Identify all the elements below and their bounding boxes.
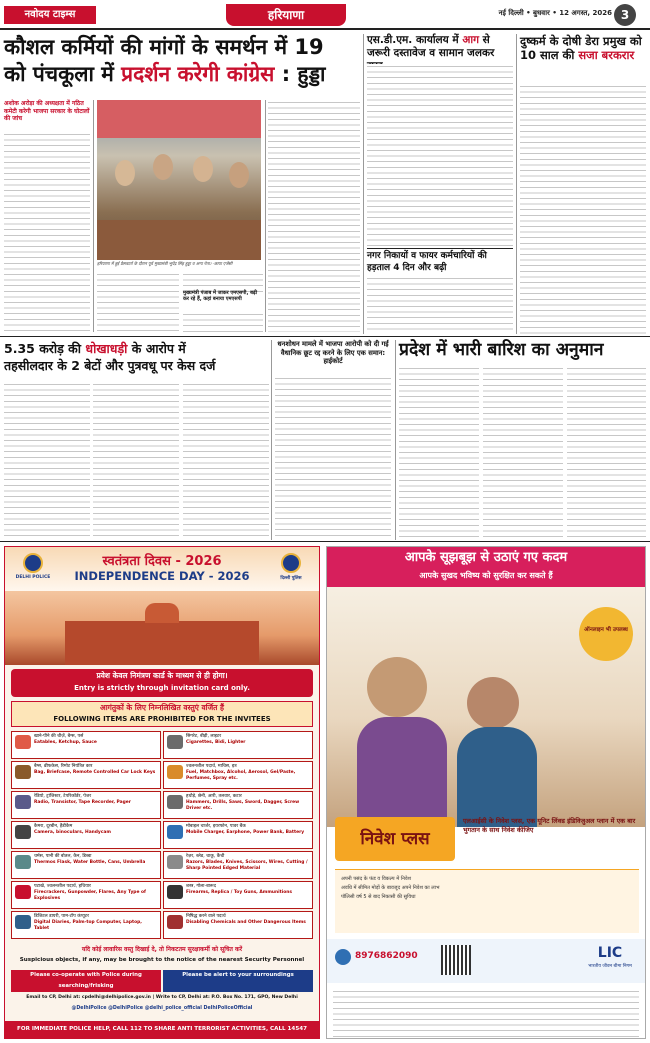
prohibited-item-icon bbox=[15, 855, 31, 869]
online-badge[interactable]: ऑनलाइन भी उपलब्ध bbox=[579, 607, 633, 661]
prohibited-item-icon bbox=[167, 765, 183, 779]
prohibited-item bbox=[163, 731, 313, 759]
prohibited-item-en: Camera, binoculars, Handycam bbox=[34, 830, 111, 835]
rain-story-col3 bbox=[567, 366, 646, 538]
prohibited-item bbox=[163, 761, 313, 789]
lead-column-1 bbox=[4, 132, 90, 332]
prohibited-item-icon bbox=[167, 825, 183, 839]
delhi-police-logo-right: दिल्ली पुलिस bbox=[269, 553, 313, 585]
prohibited-item bbox=[163, 881, 313, 909]
lead-headline-highlight: प्रदर्शन करेगी कांग्रेस bbox=[121, 62, 275, 86]
prohibited-item-en: Mobile Charger, Earphone, Power Bank, Battery bbox=[186, 830, 305, 835]
cooperate-box: Please co-operate with Police during searching/frisking bbox=[11, 970, 161, 992]
red-fort-image bbox=[5, 591, 319, 665]
prohibited-item-en: Razors, Blades, Knives, Scissors, Wires, Cutting / Sharp Pointed Edged Material bbox=[186, 860, 308, 871]
press-conference-photo bbox=[97, 100, 261, 260]
prohibited-item-en: Fuel, Matchbox, Alcohol, Aerosol, Gel/Paste, Perfumes, Spray etc. bbox=[186, 770, 296, 781]
prohibited-item-en: Bag, Briefcase, Remote Controlled Car Lock Keys bbox=[34, 770, 156, 775]
fraud-story-col3 bbox=[183, 382, 269, 538]
police-helpline-footer: FOR IMMEDIATE POLICE HELP, CALL 112 TO SHARE ANTI TERRORIST ACTIVITIES, CALL 14547 bbox=[5, 1021, 319, 1038]
prohibited-item-hi: रेज़र, ब्लेड, चाकू, कैंची bbox=[186, 854, 225, 859]
feature-item: अवधि में सीमित मोड़ों के बावजूद अपने निवेश का लाभ bbox=[341, 885, 440, 891]
photo-caption: हरियाणा में हुई प्रेसवार्ता के दौरान पूर्व मुख्यमंत्री भूपेंद्र सिंह हुड्डा व अन्य नेता। -छाया एजेंसी bbox=[97, 261, 233, 266]
qr-code[interactable] bbox=[441, 945, 471, 975]
delhi-police-logo-left: DELHI POLICE bbox=[11, 553, 55, 585]
police-badge-icon bbox=[23, 553, 43, 573]
prohibited-heading: आगंतुकों के लिए निम्नलिखित वस्तुएं वर्जित हैं FOLLOWING ITEMS ARE PROHIBITED FOR THE INVITEES bbox=[11, 701, 313, 727]
prohibited-item-en: Firecrackers, Gunpowder, Flares, Any Type of Explosives bbox=[34, 890, 146, 901]
prohibited-item bbox=[11, 791, 161, 819]
prohibited-item-hi: पटाखे, ज्वलनशील पदार्थ, हथियार bbox=[34, 884, 91, 889]
feature-item: अपनी पसंद के फंड व विकल्प में निवेश bbox=[341, 876, 412, 882]
lic-ad-banner: आपके सूझबूझ से उठाएं गए कदम आपके सुखद भविष्य को सुरक्षित कर सकते हैं bbox=[327, 547, 645, 587]
police-email-line[interactable]: Email to CP, Delhi at: cpdelhi@delhipolice.gov.in | Write to CP, Delhi at: P.O. Box No. 171, GPO, New Delhi bbox=[26, 995, 298, 1000]
independence-banner-hi: स्वतंत्रता दिवस - 2026 bbox=[102, 554, 222, 569]
prohibited-item-hi: ज्वलनशील पदार्थ, माचिस, इत्र bbox=[186, 764, 237, 769]
prohibited-item bbox=[163, 851, 313, 879]
independence-banner-en: INDEPENDENCE DAY - 2026 bbox=[74, 569, 250, 583]
prohibited-item bbox=[11, 911, 161, 939]
lead-subhead: अशोक अरोड़ा की अध्यक्षता में गठित कमेटी करेगी भाजपा सरकार के घोटालों की जांच bbox=[4, 100, 90, 122]
fire-story-body bbox=[367, 64, 513, 246]
fire-headline: एस.डी.एम. कार्यालय में आग से जरूरी दस्तावेज व सामान जलकर bbox=[367, 34, 495, 59]
prohibited-item-hi: हथौड़े, छेनी, आरी, तलवार, कटार bbox=[186, 794, 242, 799]
prohibited-item-icon bbox=[15, 885, 31, 899]
prohibited-item-icon bbox=[167, 885, 183, 899]
prohibited-item-en: Firearms, Replica / Toy Guns, Ammunitions bbox=[186, 890, 293, 895]
prohibited-item-hi: खाने-पीने की चीज़ें, बैग्स, पर्स bbox=[34, 734, 84, 739]
police-social-handles[interactable]: @DelhiPolice @DelhiPolice @delhi_police_official DelhiPoliceOfficial bbox=[71, 1006, 253, 1011]
fraud-story-col1 bbox=[4, 382, 90, 538]
prohibited-item bbox=[11, 731, 161, 759]
strike-story-body bbox=[367, 276, 513, 334]
prohibited-item-hi: रेडियो, ट्रांजिस्टर, टेपरिकॉर्डर, पेजर bbox=[34, 794, 92, 799]
prohibited-item-icon bbox=[15, 915, 31, 929]
police-ad-header bbox=[5, 547, 319, 591]
alert-box: Please be alert to your surroundings bbox=[163, 970, 313, 992]
prohibited-item bbox=[11, 881, 161, 909]
prohibited-item-en: Disabling Chemicals and Other Dangerous Items bbox=[186, 920, 306, 925]
lic-phone-number[interactable]: 8976862090 bbox=[355, 951, 418, 961]
prohibited-item-en: Eatables, Ketchup, Sauce bbox=[34, 740, 97, 745]
lead-column-3 bbox=[268, 100, 360, 332]
rain-story-col1 bbox=[399, 366, 479, 538]
lic-disclaimer bbox=[333, 989, 639, 1037]
prohibited-item bbox=[163, 791, 313, 819]
dateline: नई दिल्ली • बुधवार • 12 अगस्त, 2026 bbox=[498, 9, 612, 17]
dera-story-body bbox=[520, 84, 646, 334]
money-laundering-body bbox=[275, 376, 391, 538]
prohibited-item-hi: डिजिटल डायरी, पाम-टॉप कंप्यूटर bbox=[34, 914, 89, 919]
lic-advertisement bbox=[326, 546, 646, 1039]
fraud-story-col2 bbox=[93, 382, 179, 538]
lic-family-photo bbox=[327, 587, 645, 827]
prohibited-item bbox=[163, 911, 313, 939]
prohibited-item-en: Cigarettes, Bidi, Lighter bbox=[186, 740, 246, 745]
feature-item: पॉलिसी वर्ष 5 से बाद निकासी की सुविधा bbox=[341, 894, 416, 900]
prohibited-item-icon bbox=[15, 735, 31, 749]
prohibited-item-hi: निषिद्ध करने वाले पदार्थ bbox=[186, 914, 226, 919]
prohibited-item-icon bbox=[167, 795, 183, 809]
prohibited-item-hi: थर्मस, पानी की बोतल, कैन, डिब्बा bbox=[34, 854, 92, 859]
entry-notice: प्रवेश केवल निमंत्रण कार्ड के माध्यम से ही होगा। Entry is strictly through invitation card only. bbox=[11, 669, 313, 697]
brand-logo: नवोदय टाइम्स bbox=[4, 6, 96, 24]
money-laundering-headline: धनशोधन मामले में भाजपा आरोपी को दी गई वैधानिक छूट रद्द करने के लिए एक समान: हाईकोर्ट bbox=[277, 340, 389, 366]
dera-headline: दुष्कर्म के दोषी डेरा प्रमुख को 10 साल की सजा बरकरार bbox=[520, 34, 642, 62]
plan-features bbox=[335, 869, 639, 933]
plan-description: एलआईसी के निवेश प्लस, एक यूनिट लिंक्ड इंडिविजुअल प्लान में एक बार भुगतान के साथ निवेश कीजिए bbox=[463, 817, 636, 834]
lead-headline-line1: कौशल कर्मियों की मांगों के समर्थन में 19 bbox=[4, 35, 324, 59]
strike-headline: नगर निकायों व फायर कर्मचारियों की हड़ताल 4 दिन और बढ़ी bbox=[367, 251, 487, 273]
page-number: 3 bbox=[614, 4, 636, 26]
prohibited-item bbox=[11, 851, 161, 879]
prohibited-item-en: Radio, Transistor, Tape Recorder, Pager bbox=[34, 800, 131, 805]
prohibited-item-icon bbox=[15, 825, 31, 839]
prohibited-item-hi: बैग्स, ब्रीफकेस, रिमोट नियंत्रित कार bbox=[34, 764, 93, 769]
fraud-headline: 5.35 करोड़ की धोखाधड़ी के आरोप में तहसीलदार के 2 बेटों और पुत्रवधू पर केस दर्ज bbox=[4, 341, 216, 373]
phone-icon bbox=[335, 949, 351, 965]
prohibited-item-hi: सिगरेट, बीड़ी, लाइटर bbox=[186, 734, 222, 739]
police-badge-icon bbox=[281, 553, 301, 573]
prohibited-item-icon bbox=[167, 735, 183, 749]
prohibited-item-icon bbox=[15, 795, 31, 809]
prohibited-item-icon bbox=[167, 855, 183, 869]
rain-headline: प्रदेश में भारी बारिश का अनुमान bbox=[399, 340, 604, 360]
prohibited-item bbox=[11, 821, 161, 849]
lead-column-2c bbox=[183, 312, 263, 332]
lic-logo: LIC भारतीय जीवन बीमा निगम bbox=[588, 945, 632, 969]
lic-contact-strip bbox=[327, 939, 645, 983]
nivesh-plus-logo: निवेश प्लस bbox=[335, 817, 455, 861]
lead-column-2a bbox=[97, 272, 179, 332]
rain-story-col2 bbox=[483, 366, 563, 538]
prohibited-item-hi: शस्त्र, गोला-बारूद bbox=[186, 884, 216, 889]
prohibited-item bbox=[11, 761, 161, 789]
lead-mid-subhead: मुख्यमंत्री पंजाब में जाकर एमएसपी, बढ़ी कर रहे हैं, कहां बनाया एमएसपी bbox=[183, 290, 258, 303]
prohibited-item-icon bbox=[167, 915, 183, 929]
lead-column-2b bbox=[183, 272, 263, 292]
police-advertisement bbox=[4, 546, 320, 1039]
prohibited-item-en: Thermos Flask, Water Bottle, Cans, Umbrella bbox=[34, 860, 146, 865]
lead-headline-line2: को पंचकूला में प्रदर्शन करेगी कांग्रेस : हुड्डा bbox=[4, 62, 326, 86]
prohibited-item-hi: कैमरा, दूरबीन, हैंडीकैम bbox=[34, 824, 73, 829]
prohibited-item-hi: मोबाइल चार्जर, इयरफोन, पावर बैंक bbox=[186, 824, 246, 829]
prohibited-item-en: Hammers, Drills, Saws, Sword, Dagger, Screw Driver etc. bbox=[186, 800, 300, 811]
prohibited-item bbox=[163, 821, 313, 849]
prohibited-item-en: Digital Diaries, Palm-top Computer, Laptop, Tablet bbox=[34, 920, 142, 931]
section-tab[interactable]: हरियाणा bbox=[226, 4, 346, 26]
prohibited-item-icon bbox=[15, 765, 31, 779]
masthead bbox=[0, 0, 650, 30]
lead-headline bbox=[4, 34, 360, 88]
suspicious-notice: यदि कोई लावारिस वस्तु दिखाई दे, तो निकटतम सुरक्षाकर्मी को सूचित करें Suspicious objects, if any, may be brought to the notice of the nearest Security Personnel bbox=[19, 946, 305, 963]
